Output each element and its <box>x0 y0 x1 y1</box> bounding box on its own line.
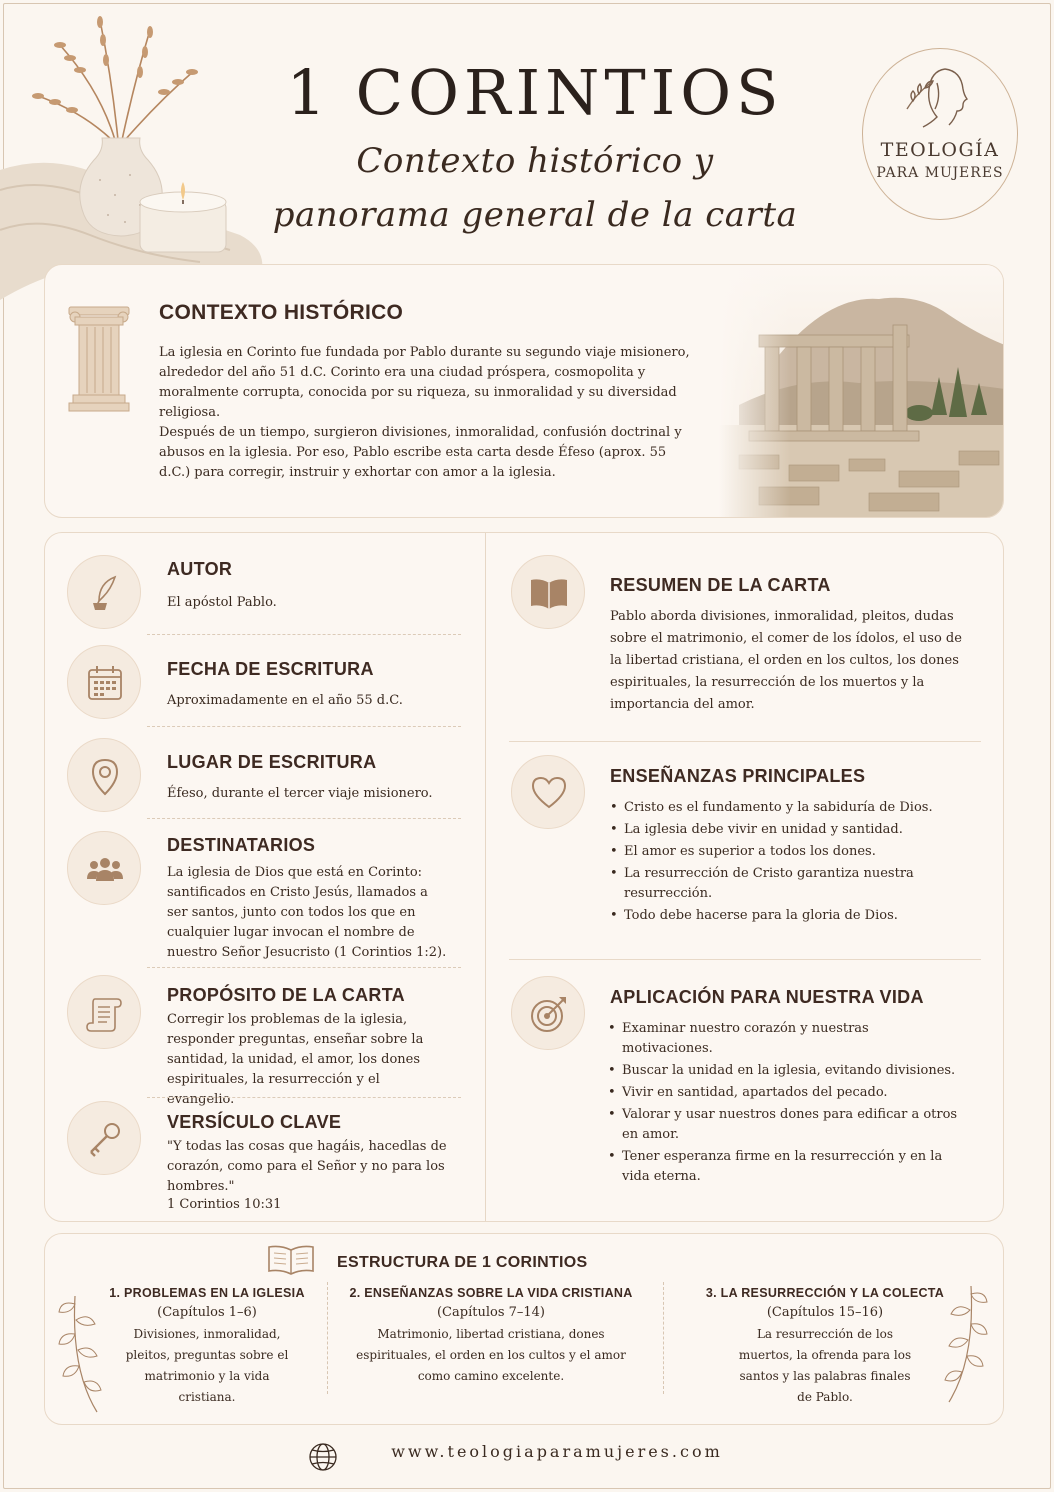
date-text: Aproximadamente en el año 55 d.C. <box>167 693 403 708</box>
brand-logo <box>862 48 1018 220</box>
structure-section-3 <box>675 1286 975 1408</box>
author-text: El apóstol Pablo. <box>167 595 277 610</box>
structure-section-title: 1. PROBLEMAS EN LA IGLESIA <box>109 1286 305 1300</box>
teaching-item: • Todo debe hacerse para la gloria de Dios. <box>610 906 940 926</box>
logo-subtitle: PARA MUJERES <box>876 165 1004 181</box>
calendar-icon <box>85 663 125 703</box>
divider <box>147 818 461 819</box>
greek-column-icon <box>67 301 131 413</box>
subtitle-line-2: panorama general de la carta <box>272 195 798 235</box>
recipients-title: DESTINATARIOS <box>167 835 316 855</box>
teaching-item: • La iglesia debe vivir en unidad y santidad. <box>610 820 940 840</box>
open-book-icon <box>267 1244 315 1276</box>
divider <box>147 726 461 727</box>
teaching-item: • Cristo es el fundamento y la sabiduría de Dios. <box>610 798 940 818</box>
structure-section-chapters: (Capítulos 1–6) <box>157 1305 257 1320</box>
context-title: CONTEXTO HISTÓRICO <box>159 301 404 324</box>
target-icon <box>529 994 569 1034</box>
date-title: FECHA DE ESCRITURA <box>167 659 374 679</box>
place-text: Éfeso, durante el tercer viaje misionero. <box>167 786 433 801</box>
application-item: • Examinar nuestro corazón y nuestras motivaciones. <box>608 1019 958 1059</box>
calendar-icon-badge <box>67 645 141 719</box>
divider <box>147 634 461 635</box>
key-verse-text: "Y todas las cosas que hagáis, hacedlas de corazón, como para el Señor y no para los hombres." <box>167 1139 447 1194</box>
open-book-icon <box>529 573 569 613</box>
summary-text: Pablo aborda divisiones, inmoralidad, pleitos, dudas sobre el matrimonio, el comer de los ídolos, el uso de la libertad cristiana, el orden en los cultos, los dones espirituales, la resurrección de los muertos y la importancia del amor. <box>610 609 962 712</box>
vase-candle-decoration <box>0 0 270 300</box>
website-link[interactable]: www.teologiaparamujeres.com <box>391 1442 723 1461</box>
teaching-item: • El amor es superior a todos los dones. <box>610 842 940 862</box>
divider <box>509 959 981 960</box>
divider <box>147 967 461 968</box>
teachings-title: ENSEÑANZAS PRINCIPALES <box>610 766 866 786</box>
column-divider <box>485 533 486 1221</box>
subtitle-line-1: Contexto histórico y <box>356 141 714 181</box>
structure-section-chapters: (Capítulos 7–14) <box>436 1305 546 1320</box>
structure-section-title: 3. LA RESURRECCIÓN Y LA COLECTA <box>705 1286 945 1300</box>
heart-icon <box>529 773 569 813</box>
divider <box>509 741 981 742</box>
open-book-icon-badge <box>511 555 585 629</box>
teaching-item: • La resurrección de Cristo garantiza nuestra resurrección. <box>610 864 940 904</box>
scroll-icon-badge <box>67 975 141 1049</box>
structure-section-text: La resurrección de los muertos, la ofrenda para los santos y las palabras finales de Pablo. <box>738 1327 912 1404</box>
key-icon <box>85 1119 125 1159</box>
application-list <box>608 1019 958 1189</box>
location-pin-icon-badge <box>67 738 141 812</box>
historical-context-card <box>44 264 1004 518</box>
summary-title: RESUMEN DE LA CARTA <box>610 575 831 595</box>
details-card <box>44 532 1004 1222</box>
purpose-title: PROPÓSITO DE LA CARTA <box>167 985 405 1005</box>
footer <box>0 1442 1054 1461</box>
author-title: AUTOR <box>167 559 233 579</box>
people-icon <box>85 849 125 889</box>
quill-icon <box>85 573 125 613</box>
place-title: LUGAR DE ESCRITURA <box>167 752 377 772</box>
application-item: • Buscar la unidad en la iglesia, evitando divisiones. <box>608 1061 958 1081</box>
key-icon-badge <box>67 1101 141 1175</box>
heart-icon-badge <box>511 755 585 829</box>
key-verse-title: VERSÍCULO CLAVE <box>167 1112 342 1132</box>
structure-section-text: Divisiones, inmoralidad, pleitos, preguntas sobre el matrimonio y la vida cristiana. <box>125 1327 289 1404</box>
scroll-icon <box>85 993 125 1033</box>
quill-icon-badge <box>67 555 141 629</box>
context-paragraph-2: Después de un tiempo, surgieron divisiones, inmoralidad, confusión doctrinal y abusos en la iglesia. Por eso, Pablo escribe esta carta desde Éfeso (aprox. 55 d.C.) para corregir, instruir y exhortar con amor a la iglesia. <box>159 425 682 480</box>
recipients-text: La iglesia de Dios que está en Corinto: santificados en Cristo Jesús, llamados a ser santos, junto con todos los que en cualquier lugar invocan el nombre de nuestro Señor Jesucristo (1 Corintios 1:2). <box>167 865 447 960</box>
divider <box>663 1282 664 1394</box>
logo-title: TEOLOGÍA <box>880 139 1000 161</box>
key-verse-reference: 1 Corintios 10:31 <box>167 1197 282 1212</box>
structure-section-1 <box>57 1286 357 1408</box>
location-pin-icon <box>85 756 125 796</box>
context-paragraph-1: La iglesia en Corinto fue fundada por Pablo durante su segundo viaje misionero, alrededor del año 51 d.C. Corinto era una ciudad próspera, cosmopolita y moralmente corrupta, conocida por su riqueza, su inmoralidad y su diversidad religiosa. <box>159 345 690 420</box>
application-item: • Vivir en santidad, apartados del pecado. <box>608 1083 958 1103</box>
divider <box>327 1282 328 1394</box>
application-item: • Valorar y usar nuestros dones para edificar a otros en amor. <box>608 1105 958 1145</box>
ancient-corinth-ruins-image <box>719 265 1004 518</box>
page-title: 1 CORINTIOS <box>286 56 784 129</box>
structure-title: ESTRUCTURA DE 1 CORINTIOS <box>337 1254 588 1271</box>
people-icon-badge <box>67 831 141 905</box>
application-title: APLICACIÓN PARA NUESTRA VIDA <box>610 987 924 1007</box>
purpose-text: Corregir los problemas de la iglesia, responder preguntas, enseñar sobre la santidad, la unidad, el amor, los dones espirituales, la resurrección y el evangelio. <box>167 1012 424 1107</box>
structure-card <box>44 1233 1004 1425</box>
teachings-list <box>610 798 940 928</box>
target-icon-badge <box>511 976 585 1050</box>
structure-section-text: Matrimonio, libertad cristiana, dones espirituales, el orden en los cultos y el amor como camino excelente. <box>356 1327 626 1383</box>
application-item: • Tener esperanza firme en la resurrección y en la vida eterna. <box>608 1147 958 1187</box>
divider <box>147 1097 461 1098</box>
structure-section-title: 2. ENSEÑANZAS SOBRE LA VIDA CRISTIANA <box>349 1286 633 1300</box>
page-subtitle <box>250 134 820 242</box>
structure-section-chapters: (Capítulos 15–16) <box>766 1305 884 1320</box>
structure-section-2 <box>341 1286 641 1387</box>
woman-profile-icon <box>903 61 979 135</box>
